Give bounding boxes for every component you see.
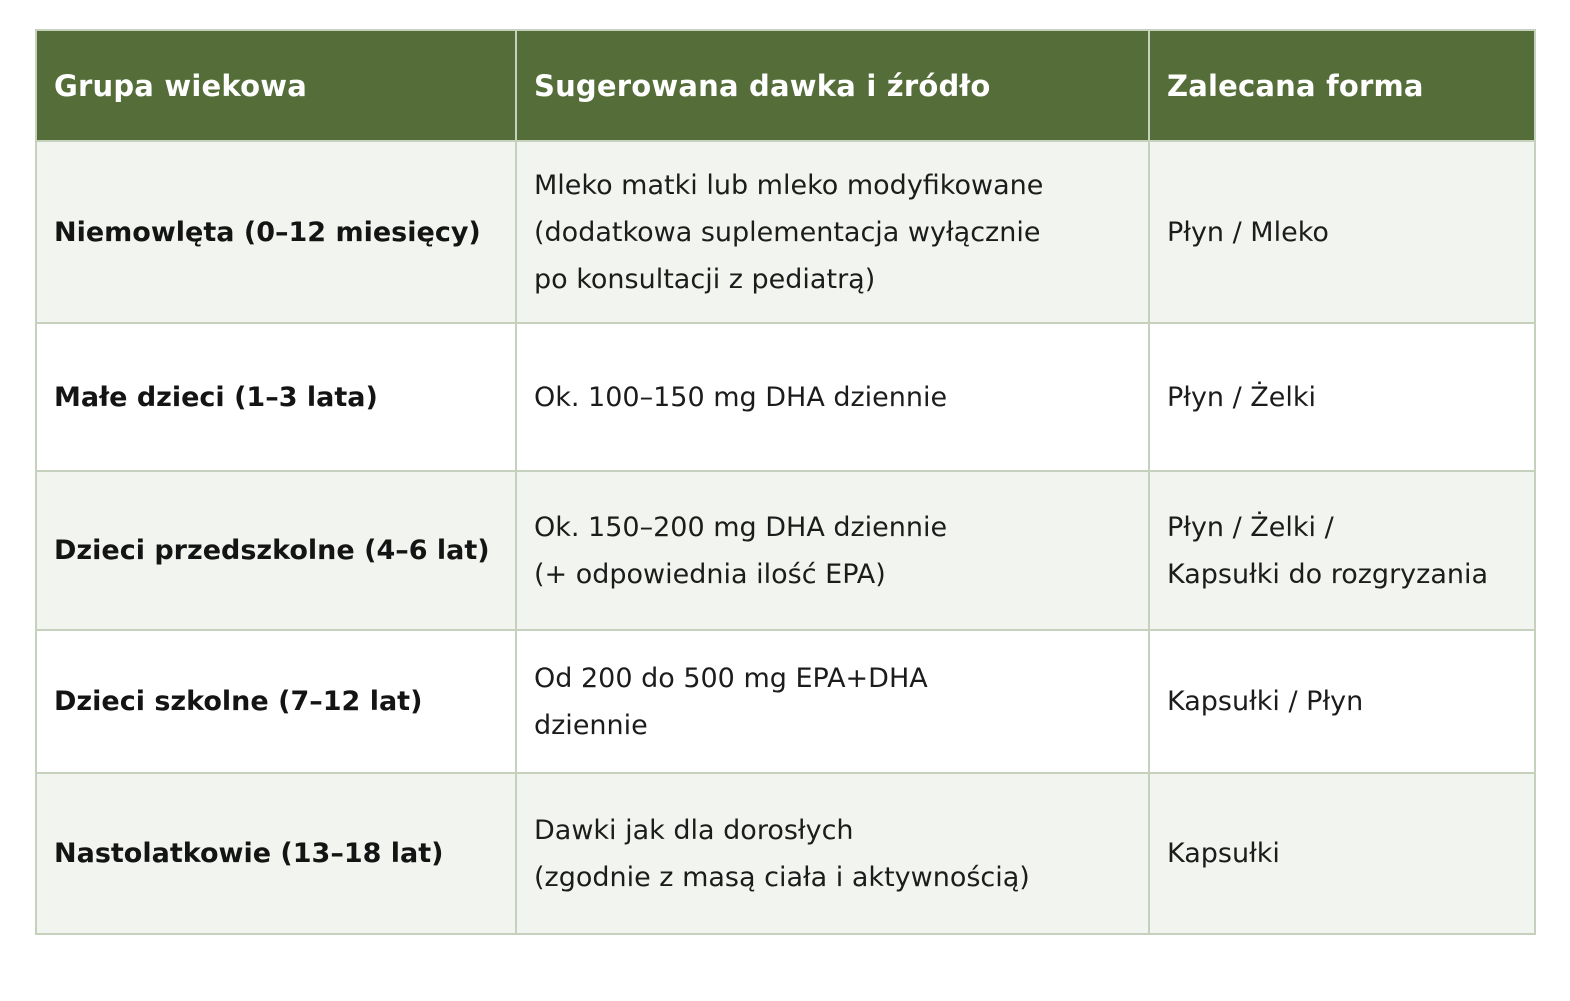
dosage-table [35, 29, 1536, 935]
table-header [36, 30, 1535, 141]
dose-line: (dodatkowa suplementacja wyłącznie [534, 216, 1041, 248]
form-cell [1149, 323, 1535, 471]
form-line: Płyn / Mleko [1167, 216, 1329, 248]
form-cell [1149, 773, 1535, 934]
form-line: Płyn / Żelki / [1167, 511, 1334, 543]
dose-cell [516, 773, 1149, 934]
form-line: Kapsułki / Płyn [1167, 686, 1364, 717]
age-group-cell: Małe dzieci (1–3 lata) [36, 323, 516, 471]
dose-line: Dawki jak dla dorosłych [534, 814, 854, 846]
dose-line: po konsultacji z pediatrą) [534, 263, 876, 295]
age-group-cell: Dzieci przedszkolne (4–6 lat) [36, 471, 516, 630]
dose-cell [516, 141, 1149, 323]
table-row [36, 630, 1535, 773]
table-body [36, 141, 1535, 934]
age-group-cell: Nastolatkowie (13–18 lat) [36, 773, 516, 934]
dose-line: Od 200 do 500 mg EPA+DHA [534, 662, 928, 694]
header-recommended-form: Zalecana forma [1149, 30, 1535, 141]
header-age-group: Grupa wiekowa [36, 30, 516, 141]
dose-line: (zgodnie z masą ciała i aktywnością) [534, 861, 1030, 893]
dose-cell [516, 323, 1149, 471]
age-group-cell: Niemowlęta (0–12 miesięcy) [36, 141, 516, 323]
dose-cell [516, 471, 1149, 630]
table-row [36, 323, 1535, 471]
header-dose-source: Sugerowana dawka i źródło [516, 30, 1149, 141]
form-line: Kapsułki do rozgryzania [1167, 558, 1489, 590]
table-row [36, 471, 1535, 630]
age-group-cell: Dzieci szkolne (7–12 lat) [36, 630, 516, 773]
dose-line: Mleko matki lub mleko modyfikowane [534, 169, 1044, 201]
table-row [36, 773, 1535, 934]
header-row [36, 30, 1535, 141]
form-cell [1149, 141, 1535, 323]
dose-line: dziennie [534, 709, 648, 741]
form-line: Płyn / Żelki [1167, 381, 1317, 413]
table-row [36, 141, 1535, 323]
form-cell [1149, 630, 1535, 773]
dose-line: Ok. 150–200 mg DHA dziennie [534, 511, 948, 543]
dose-line: (+ odpowiednia ilość EPA) [534, 558, 886, 590]
form-line: Kapsułki [1167, 838, 1280, 869]
dose-line: Ok. 100–150 mg DHA dziennie [534, 381, 948, 413]
dosage-table-container [35, 29, 1534, 935]
dose-cell [516, 630, 1149, 773]
form-cell [1149, 471, 1535, 630]
